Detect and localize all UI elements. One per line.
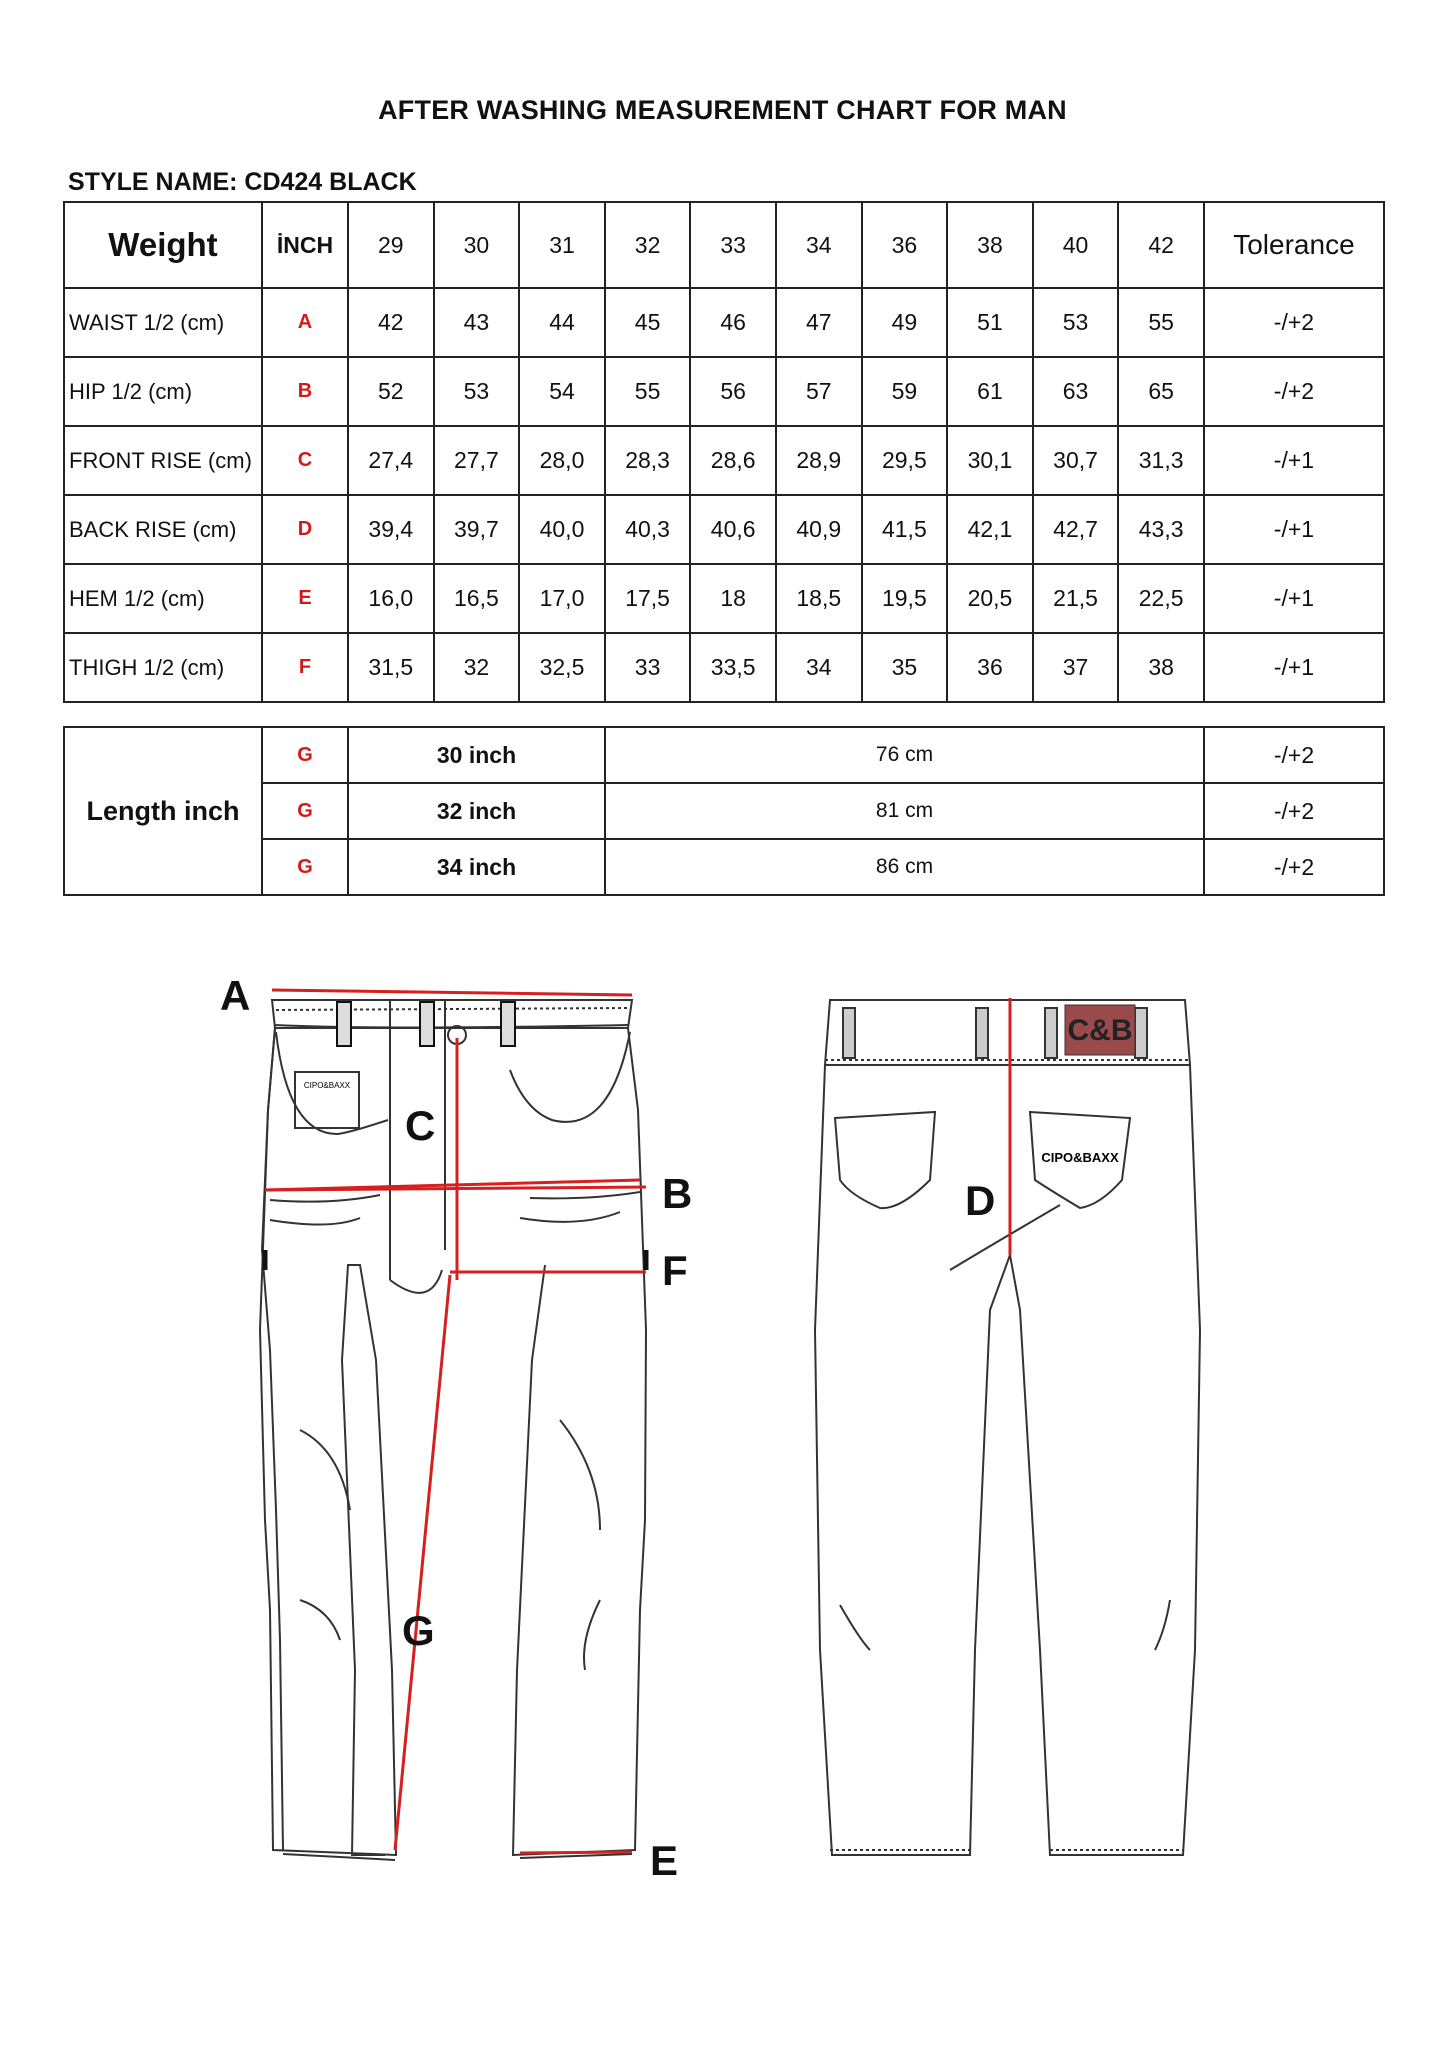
measurement-value: 40,9 bbox=[776, 495, 862, 564]
measurement-row bbox=[64, 426, 1384, 495]
measurement-value: 30,7 bbox=[1033, 426, 1119, 495]
measurement-value: 32 bbox=[434, 633, 520, 702]
measurement-tolerance: -/+1 bbox=[1204, 495, 1384, 564]
length-inch: 32 inch bbox=[348, 783, 605, 839]
measurement-label: WAIST 1/2 (cm) bbox=[64, 288, 262, 357]
measurement-value: 63 bbox=[1033, 357, 1119, 426]
measurement-value: 18,5 bbox=[776, 564, 862, 633]
size-header-cell: 38 bbox=[947, 202, 1033, 288]
measurement-value: 57 bbox=[776, 357, 862, 426]
back-jeans-drawing bbox=[815, 1000, 1200, 1855]
measurement-code: C bbox=[262, 426, 348, 495]
measurement-label: FRONT RISE (cm) bbox=[64, 426, 262, 495]
measurement-value: 41,5 bbox=[862, 495, 948, 564]
size-table-header-row bbox=[64, 202, 1384, 288]
front-patch-text: CIPO&BAXX bbox=[303, 1081, 351, 1090]
measurement-value: 56 bbox=[690, 357, 776, 426]
measurement-value: 19,5 bbox=[862, 564, 948, 633]
measurement-code: B bbox=[262, 357, 348, 426]
size-header-cell: 42 bbox=[1118, 202, 1204, 288]
measurement-value: 52 bbox=[348, 357, 434, 426]
length-measurement-table bbox=[63, 726, 1385, 896]
label-d: D bbox=[965, 1177, 996, 1224]
measurement-value: 53 bbox=[1033, 288, 1119, 357]
measurement-value: 28,3 bbox=[605, 426, 691, 495]
measurement-value: 39,7 bbox=[434, 495, 520, 564]
measurement-tolerance: -/+1 bbox=[1204, 564, 1384, 633]
length-cm: 81 cm bbox=[605, 783, 1204, 839]
measurement-value: 31,3 bbox=[1118, 426, 1204, 495]
measurement-value: 55 bbox=[605, 357, 691, 426]
chart-title: AFTER WASHING MEASUREMENT CHART FOR MAN bbox=[378, 95, 1067, 125]
measurement-code: F bbox=[262, 633, 348, 702]
measurement-value: 16,0 bbox=[348, 564, 434, 633]
label-a: A bbox=[220, 972, 251, 1019]
front-jeans-drawing bbox=[260, 1000, 646, 1860]
measurement-value: 65 bbox=[1118, 357, 1204, 426]
label-e: E bbox=[650, 1837, 679, 1884]
style-name: STYLE NAME: CD424 BLACK bbox=[68, 168, 417, 196]
measurement-value: 44 bbox=[519, 288, 605, 357]
measurement-label: BACK RISE (cm) bbox=[64, 495, 262, 564]
length-code: G bbox=[262, 839, 348, 895]
measurement-value: 32,5 bbox=[519, 633, 605, 702]
arrow-g bbox=[395, 1275, 450, 1850]
back-pocket-text: CIPO&BAXX bbox=[1041, 1150, 1119, 1165]
arrow-e bbox=[520, 1852, 632, 1853]
measurement-value: 33 bbox=[605, 633, 691, 702]
measurement-label: HIP 1/2 (cm) bbox=[64, 357, 262, 426]
measurement-value: 21,5 bbox=[1033, 564, 1119, 633]
measurement-tolerance: -/+2 bbox=[1204, 357, 1384, 426]
size-header-cell: 32 bbox=[605, 202, 691, 288]
length-cm: 76 cm bbox=[605, 727, 1204, 783]
measurement-value: 27,4 bbox=[348, 426, 434, 495]
measurement-value: 30,1 bbox=[947, 426, 1033, 495]
measurement-value: 37 bbox=[1033, 633, 1119, 702]
length-code: G bbox=[262, 727, 348, 783]
length-inch: 30 inch bbox=[348, 727, 605, 783]
measurement-value: 61 bbox=[947, 357, 1033, 426]
measurement-value: 40,0 bbox=[519, 495, 605, 564]
measurement-value: 16,5 bbox=[434, 564, 520, 633]
measurement-code: E bbox=[262, 564, 348, 633]
measurement-value: 54 bbox=[519, 357, 605, 426]
size-header-cell: 40 bbox=[1033, 202, 1119, 288]
measurement-value: 53 bbox=[434, 357, 520, 426]
length-tolerance: -/+2 bbox=[1204, 839, 1384, 895]
size-header-cell: 36 bbox=[862, 202, 948, 288]
measurement-value: 28,9 bbox=[776, 426, 862, 495]
measurement-value: 17,0 bbox=[519, 564, 605, 633]
length-tolerance: -/+2 bbox=[1204, 783, 1384, 839]
size-header-cell: 33 bbox=[690, 202, 776, 288]
size-header-cell: 31 bbox=[519, 202, 605, 288]
measurement-value: 45 bbox=[605, 288, 691, 357]
brand-patch-text: C&B bbox=[1067, 1014, 1133, 1047]
length-inch: 34 inch bbox=[348, 839, 605, 895]
measurement-value: 46 bbox=[690, 288, 776, 357]
measurement-value: 47 bbox=[776, 288, 862, 357]
arrow-a bbox=[272, 990, 632, 995]
measurement-code: D bbox=[262, 495, 348, 564]
measurement-value: 20,5 bbox=[947, 564, 1033, 633]
measurement-row bbox=[64, 633, 1384, 702]
measurement-value: 33,5 bbox=[690, 633, 776, 702]
measurement-label: HEM 1/2 (cm) bbox=[64, 564, 262, 633]
measurement-value: 42,7 bbox=[1033, 495, 1119, 564]
measurement-value: 28,0 bbox=[519, 426, 605, 495]
measurement-value: 40,6 bbox=[690, 495, 776, 564]
measurement-value: 18 bbox=[690, 564, 776, 633]
measurement-value: 38 bbox=[1118, 633, 1204, 702]
weight-header: Weight bbox=[64, 202, 262, 288]
measurement-label: THIGH 1/2 (cm) bbox=[64, 633, 262, 702]
measurement-value: 49 bbox=[862, 288, 948, 357]
length-label: Length inch bbox=[64, 727, 262, 895]
label-g: G bbox=[402, 1607, 435, 1654]
length-tolerance: -/+2 bbox=[1204, 727, 1384, 783]
measurement-value: 28,6 bbox=[690, 426, 776, 495]
measurement-value: 29,5 bbox=[862, 426, 948, 495]
measurement-code: A bbox=[262, 288, 348, 357]
measurement-value: 22,5 bbox=[1118, 564, 1204, 633]
measurement-value: 36 bbox=[947, 633, 1033, 702]
tolerance-header: Tolerance bbox=[1204, 202, 1384, 288]
measurement-value: 51 bbox=[947, 288, 1033, 357]
size-measurement-table bbox=[63, 201, 1385, 703]
size-header-cell: 30 bbox=[434, 202, 520, 288]
measurement-value: 40,3 bbox=[605, 495, 691, 564]
measurement-value: 31,5 bbox=[348, 633, 434, 702]
measurement-row bbox=[64, 495, 1384, 564]
measurement-value: 35 bbox=[862, 633, 948, 702]
inch-header: İNCH bbox=[262, 202, 348, 288]
measurement-tolerance: -/+2 bbox=[1204, 288, 1384, 357]
measurement-value: 42,1 bbox=[947, 495, 1033, 564]
measurement-value: 59 bbox=[862, 357, 948, 426]
length-row bbox=[64, 783, 1384, 839]
label-c: C bbox=[405, 1102, 436, 1149]
measurement-value: 43 bbox=[434, 288, 520, 357]
measurement-value: 27,7 bbox=[434, 426, 520, 495]
label-b: B bbox=[662, 1170, 693, 1217]
measurement-row bbox=[64, 288, 1384, 357]
size-header-cell: 34 bbox=[776, 202, 862, 288]
label-f: F bbox=[662, 1247, 688, 1294]
measurement-tolerance: -/+1 bbox=[1204, 633, 1384, 702]
length-cm: 86 cm bbox=[605, 839, 1204, 895]
measurement-row bbox=[64, 357, 1384, 426]
measurement-value: 17,5 bbox=[605, 564, 691, 633]
measurement-row bbox=[64, 564, 1384, 633]
measurement-value: 55 bbox=[1118, 288, 1204, 357]
length-row bbox=[64, 839, 1384, 895]
measurement-value: 39,4 bbox=[348, 495, 434, 564]
length-row bbox=[64, 727, 1384, 783]
measurement-value: 42 bbox=[348, 288, 434, 357]
measurement-value: 34 bbox=[776, 633, 862, 702]
jeans-diagram bbox=[180, 950, 1240, 1920]
measurement-tolerance: -/+1 bbox=[1204, 426, 1384, 495]
measurement-value: 43,3 bbox=[1118, 495, 1204, 564]
size-header-cell: 29 bbox=[348, 202, 434, 288]
length-code: G bbox=[262, 783, 348, 839]
